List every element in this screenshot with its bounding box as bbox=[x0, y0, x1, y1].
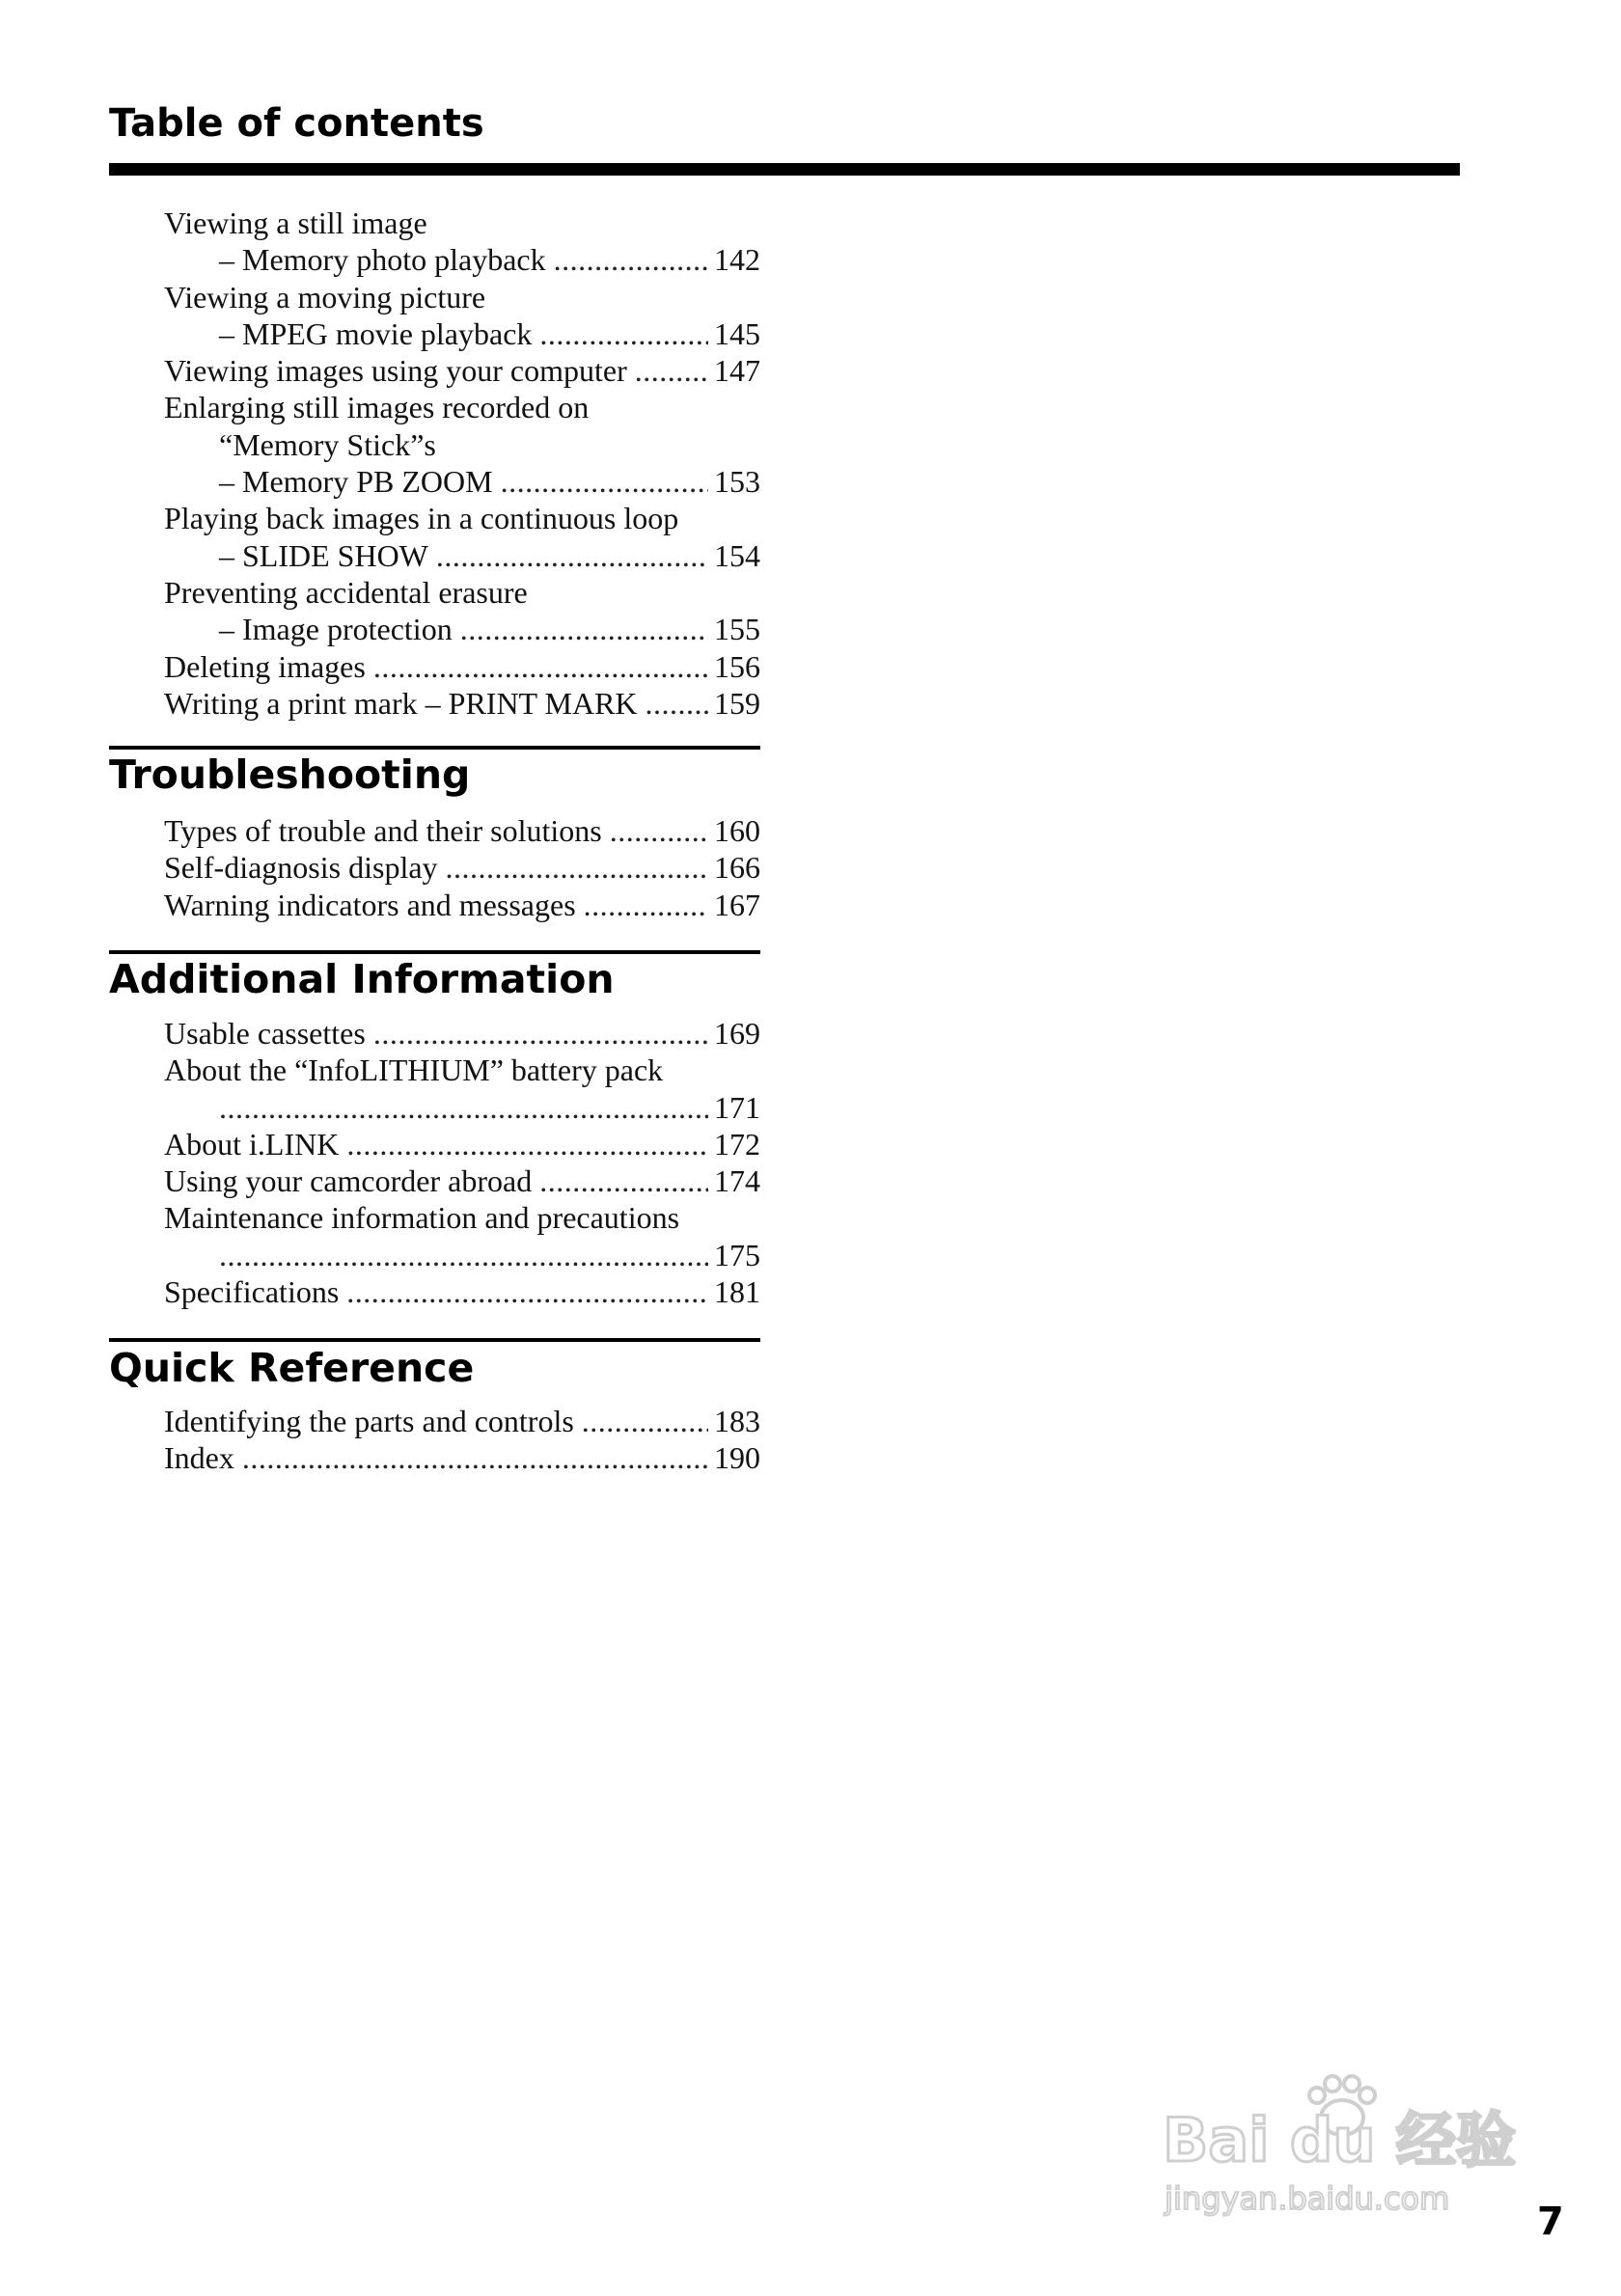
toc-page-number: 142 bbox=[714, 242, 760, 278]
toc-entry-text: Viewing a moving picture bbox=[164, 279, 486, 314]
toc-page-number: 153 bbox=[714, 464, 760, 500]
toc-entry[interactable] bbox=[164, 241, 760, 278]
dot-leader bbox=[584, 887, 708, 923]
toc-entry[interactable] bbox=[164, 426, 760, 463]
toc-entry[interactable] bbox=[164, 1089, 760, 1126]
toc-list-playback bbox=[164, 205, 760, 722]
page-number: 7 bbox=[1537, 2200, 1564, 2244]
toc-entry[interactable] bbox=[164, 574, 760, 611]
toc-entry-text: Preventing accidental erasure bbox=[164, 574, 528, 610]
section-heading-additional-information: Additional Information bbox=[109, 956, 615, 1002]
toc-entry[interactable] bbox=[164, 1273, 760, 1310]
toc-entry[interactable] bbox=[164, 1015, 760, 1052]
dot-leader bbox=[346, 1273, 708, 1310]
section-rule bbox=[109, 1338, 760, 1342]
toc-entry[interactable] bbox=[164, 463, 760, 500]
toc-entry-text: Identifying the parts and controls bbox=[164, 1404, 574, 1438]
toc-page-number: 145 bbox=[714, 315, 760, 351]
toc-entry[interactable] bbox=[164, 849, 760, 886]
dot-leader bbox=[610, 812, 708, 849]
dot-leader bbox=[446, 849, 708, 886]
toc-list-troubleshooting bbox=[164, 812, 760, 923]
dot-leader bbox=[219, 1089, 708, 1126]
dot-leader bbox=[554, 241, 708, 278]
toc-entry[interactable] bbox=[164, 1052, 760, 1088]
toc-entry-text: – MPEG movie playback bbox=[219, 315, 533, 351]
toc-entry[interactable] bbox=[164, 1199, 760, 1236]
dot-leader bbox=[219, 1237, 708, 1273]
toc-page-number: 159 bbox=[714, 685, 760, 721]
toc-entry-text: Maintenance information and precautions bbox=[164, 1200, 680, 1236]
toc-entry-text: Enlarging still images recorded on bbox=[164, 390, 590, 425]
baidu-watermark bbox=[1153, 2064, 1539, 2219]
toc-entry-text: Self-diagnosis display bbox=[164, 850, 438, 886]
toc-entry-text: About i.LINK bbox=[164, 1126, 340, 1162]
toc-entry-text: Playing back images in a continuous loop bbox=[164, 501, 679, 536]
toc-page-number: 190 bbox=[714, 1440, 760, 1476]
toc-page-number: 160 bbox=[714, 813, 760, 848]
toc-entry[interactable] bbox=[164, 352, 760, 389]
watermark-url-text: jingyan.baidu.com bbox=[1165, 2180, 1450, 2217]
toc-entry-text: – Memory photo playback bbox=[219, 242, 546, 278]
toc-page-number: 172 bbox=[714, 1126, 760, 1162]
toc-entry[interactable] bbox=[164, 1126, 760, 1162]
toc-entry[interactable] bbox=[164, 500, 760, 536]
toc-list-quick-reference bbox=[164, 1403, 760, 1477]
toc-entry[interactable] bbox=[164, 1162, 760, 1199]
toc-entry[interactable] bbox=[164, 279, 760, 315]
toc-entry-text: “Memory Stick”s bbox=[219, 426, 436, 462]
toc-entry-text: Usable cassettes bbox=[164, 1016, 366, 1051]
dot-leader bbox=[373, 648, 708, 685]
toc-page-number: 169 bbox=[714, 1016, 760, 1051]
section-rule bbox=[109, 746, 760, 750]
dot-leader bbox=[436, 537, 708, 574]
dot-leader bbox=[582, 1403, 708, 1439]
toc-entry-text: Writing a print mark – PRINT MARK bbox=[164, 685, 638, 721]
toc-page-number: 156 bbox=[714, 648, 760, 684]
toc-entry[interactable] bbox=[164, 887, 760, 923]
toc-entry-text: Specifications bbox=[164, 1274, 340, 1310]
toc-entry[interactable] bbox=[164, 1439, 760, 1476]
toc-entry-text: – SLIDE SHOW bbox=[219, 537, 428, 573]
toc-page-number: 155 bbox=[714, 612, 760, 647]
toc-entry-text: Warning indicators and messages bbox=[164, 887, 576, 922]
toc-entry[interactable] bbox=[164, 685, 760, 722]
toc-entry-text: Index bbox=[164, 1440, 234, 1476]
toc-page-number: 166 bbox=[714, 850, 760, 886]
toc-entry-text: – Memory PB ZOOM bbox=[219, 464, 493, 500]
toc-entry-text: Viewing images using your computer bbox=[164, 353, 627, 389]
toc-entry[interactable] bbox=[164, 611, 760, 647]
toc-entry[interactable] bbox=[164, 315, 760, 352]
dot-leader bbox=[635, 352, 708, 389]
dot-leader bbox=[646, 685, 708, 722]
dot-leader bbox=[460, 611, 708, 647]
toc-page-number: 154 bbox=[714, 537, 760, 573]
dot-leader bbox=[539, 1162, 708, 1199]
dot-leader bbox=[501, 463, 708, 500]
toc-page-number: 175 bbox=[714, 1237, 760, 1272]
toc-entry-text: Deleting images bbox=[164, 648, 366, 684]
toc-list-additional-information bbox=[164, 1015, 760, 1310]
toc-entry-text: About the “InfoLITHIUM” battery pack bbox=[164, 1052, 664, 1088]
toc-entry-text: Using your camcorder abroad bbox=[164, 1163, 533, 1199]
dot-leader bbox=[346, 1126, 708, 1162]
section-heading-quick-reference: Quick Reference bbox=[109, 1345, 475, 1391]
toc-entry-text: Types of trouble and their solutions bbox=[164, 813, 602, 848]
toc-page-number: 183 bbox=[714, 1404, 760, 1438]
toc-page-number: 147 bbox=[714, 353, 760, 389]
title-rule bbox=[109, 163, 1460, 176]
section-heading-troubleshooting: Troubleshooting bbox=[109, 752, 471, 798]
toc-page-number: 181 bbox=[714, 1274, 760, 1310]
dot-leader bbox=[539, 315, 708, 352]
toc-entry[interactable] bbox=[164, 648, 760, 685]
toc-entry[interactable] bbox=[164, 1237, 760, 1273]
toc-entry[interactable] bbox=[164, 205, 760, 241]
toc-entry[interactable] bbox=[164, 812, 760, 849]
dot-leader bbox=[373, 1015, 708, 1052]
toc-entry[interactable] bbox=[164, 389, 760, 425]
toc-entry[interactable] bbox=[164, 1403, 760, 1439]
watermark-logo-text: Bai du 经验 bbox=[1163, 2105, 1517, 2175]
toc-entry-text: – Image protection bbox=[219, 612, 453, 647]
dot-leader bbox=[242, 1439, 708, 1476]
toc-page-number: 167 bbox=[714, 887, 760, 922]
section-rule bbox=[109, 950, 760, 954]
toc-entry[interactable] bbox=[164, 537, 760, 574]
toc-entry-text: Viewing a still image bbox=[164, 205, 427, 240]
toc-page-number: 171 bbox=[714, 1089, 760, 1125]
page-title: Table of contents bbox=[109, 101, 484, 146]
toc-page-number: 174 bbox=[714, 1163, 760, 1199]
